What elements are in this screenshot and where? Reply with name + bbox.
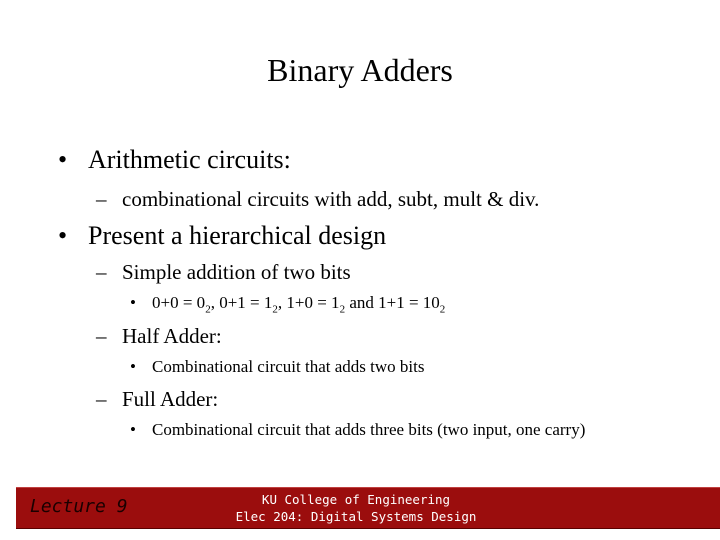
bullet-text: Present a hierarchical design [88,221,387,250]
sub-sub-bullet-binary-sums [130,292,445,320]
sum-text-3: , 1+0 = 1 [277,293,340,312]
bullet-marker: • [58,145,68,174]
bullet-hierarchical-design [58,220,386,252]
footer-bar [16,487,720,529]
lecture-label: Lecture 9 [30,496,128,517]
dash-marker: – [96,324,107,348]
dash-marker: – [96,387,107,411]
bullet-marker: • [130,357,136,376]
bullet-text: Arithmetic circuits: [88,145,291,174]
bullet-marker: • [130,293,136,312]
college-name: KU College of Engineering [261,492,451,507]
course-info [206,491,506,525]
sub-bullet-simple-addition [96,259,351,285]
bullet-text: Full Adder: [122,387,219,411]
sub-bullet-combinational [96,186,539,212]
bullet-text: Simple addition of two bits [122,260,351,284]
dash-marker: – [96,260,107,284]
bullet-text: Half Adder: [122,324,222,348]
dash-marker: – [96,187,107,211]
bullet-text: combinational circuits with add, subt, mult & div. [122,187,540,211]
bullet-arithmetic-circuits [58,144,291,176]
bullet-marker: • [130,420,136,439]
subscript-2: 2 [272,303,278,316]
course-name: Elec 204: Digital Systems Design [235,509,477,524]
bullet-text: Combinational circuit that adds two bits [152,357,425,376]
slide-title: Binary Adders [267,52,453,88]
sub-bullet-full-adder [96,386,218,412]
sum-text-1: 0+0 = 0 [152,293,206,312]
bullet-marker: • [58,221,68,250]
sub-sub-bullet-half-adder-desc [130,356,424,378]
sub-sub-bullet-full-adder-desc [130,419,600,441]
subscript-3: 2 [339,303,346,316]
subscript-1: 2 [205,303,211,316]
sum-text-4: and 1+1 = 10 [345,293,440,312]
sub-bullet-half-adder [96,323,222,349]
sum-text-2: , 0+1 = 1 [210,293,273,312]
bullet-text: Combinational circuit that adds three bits (two input, one carry) [152,420,586,439]
subscript-4: 2 [439,303,446,316]
